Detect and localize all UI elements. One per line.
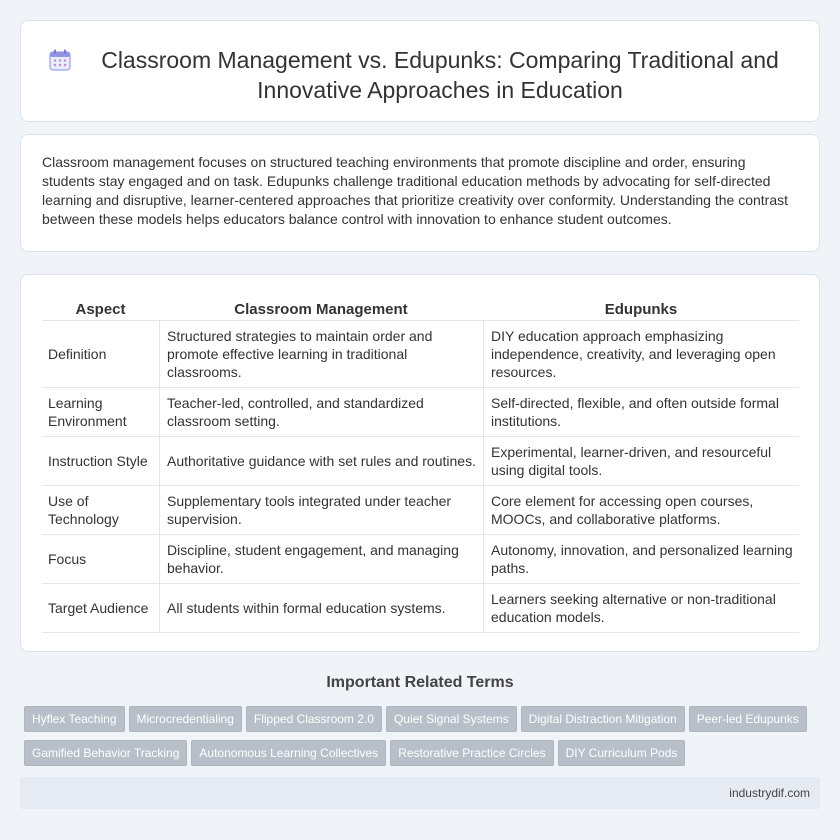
summary-card [20,134,820,252]
table-row [42,321,799,388]
footer [20,777,820,809]
row-classroom-management: Discipline, student engagement, and managing behavior. [159,535,483,584]
row-edupunks: Autonomy, innovation, and personalized learning paths. [483,535,799,584]
page-title: Classroom Management vs. Edupunks: Comparing Traditional and Innovative Approaches in Education [101,47,779,103]
table-row [42,584,799,633]
row-aspect: Focus [42,535,159,584]
title-card [20,20,820,122]
footer-site[interactable]: industrydif.com [729,786,810,800]
header-aspect: Aspect [42,295,159,321]
summary-text: Classroom management focuses on structured teaching environments that promote discipline and order, ensuring students stay engaged and on task. Edupunks challenge traditional education methods by advocating for self-directed learning and disruptive, learner-centered approaches that prioritize creativity over conformity. Understanding the contrast between these models helps educators balance control with innovation to enhance student outcomes. [42,154,789,227]
table-row [42,388,799,437]
row-edupunks: Core element for accessing open courses, MOOCs, and collaborative platforms. [483,486,799,535]
related-term-tag[interactable]: Hyflex Teaching [24,706,125,732]
table-row [42,437,799,486]
row-edupunks: Self-directed, flexible, and often outside formal institutions. [483,388,799,437]
related-term-tag[interactable]: DIY Curriculum Pods [558,740,686,766]
related-term-tag[interactable]: Digital Distraction Mitigation [521,706,685,732]
related-term-tag[interactable]: Flipped Classroom 2.0 [246,706,382,732]
related-term-tag[interactable]: Restorative Practice Circles [390,740,553,766]
header-classroom-management: Classroom Management [159,295,483,321]
row-aspect: Definition [42,321,159,388]
comparison-table-card [20,274,820,652]
comparison-table [42,295,799,633]
table-row [42,486,799,535]
related-terms-tags [24,706,824,774]
row-classroom-management: All students within formal education systems. [159,584,483,633]
row-edupunks: Learners seeking alternative or non-traditional education models. [483,584,799,633]
row-classroom-management: Teacher-led, controlled, and standardized classroom setting. [159,388,483,437]
related-term-tag[interactable]: Microcredentialing [129,706,242,732]
row-aspect: Use of Technology [42,486,159,535]
related-terms-title: Important Related Terms [326,674,514,691]
related-term-tag[interactable]: Gamified Behavior Tracking [24,740,187,766]
related-term-tag[interactable]: Autonomous Learning Collectives [191,740,386,766]
row-edupunks: DIY education approach emphasizing independence, creativity, and leveraging open resources. [483,321,799,388]
header-edupunks: Edupunks [483,295,799,321]
row-aspect: Instruction Style [42,437,159,486]
row-classroom-management: Supplementary tools integrated under teacher supervision. [159,486,483,535]
row-classroom-management: Authoritative guidance with set rules and routines. [159,437,483,486]
related-term-tag[interactable]: Quiet Signal Systems [386,706,517,732]
related-term-tag[interactable]: Peer-led Edupunks [689,706,807,732]
row-edupunks: Experimental, learner-driven, and resourceful using digital tools. [483,437,799,486]
row-aspect: Target Audience [42,584,159,633]
table-row [42,535,799,584]
table-header-row [42,295,799,321]
row-classroom-management: Structured strategies to maintain order and promote effective learning in traditional classrooms. [159,321,483,388]
row-aspect: Learning Environment [42,388,159,437]
